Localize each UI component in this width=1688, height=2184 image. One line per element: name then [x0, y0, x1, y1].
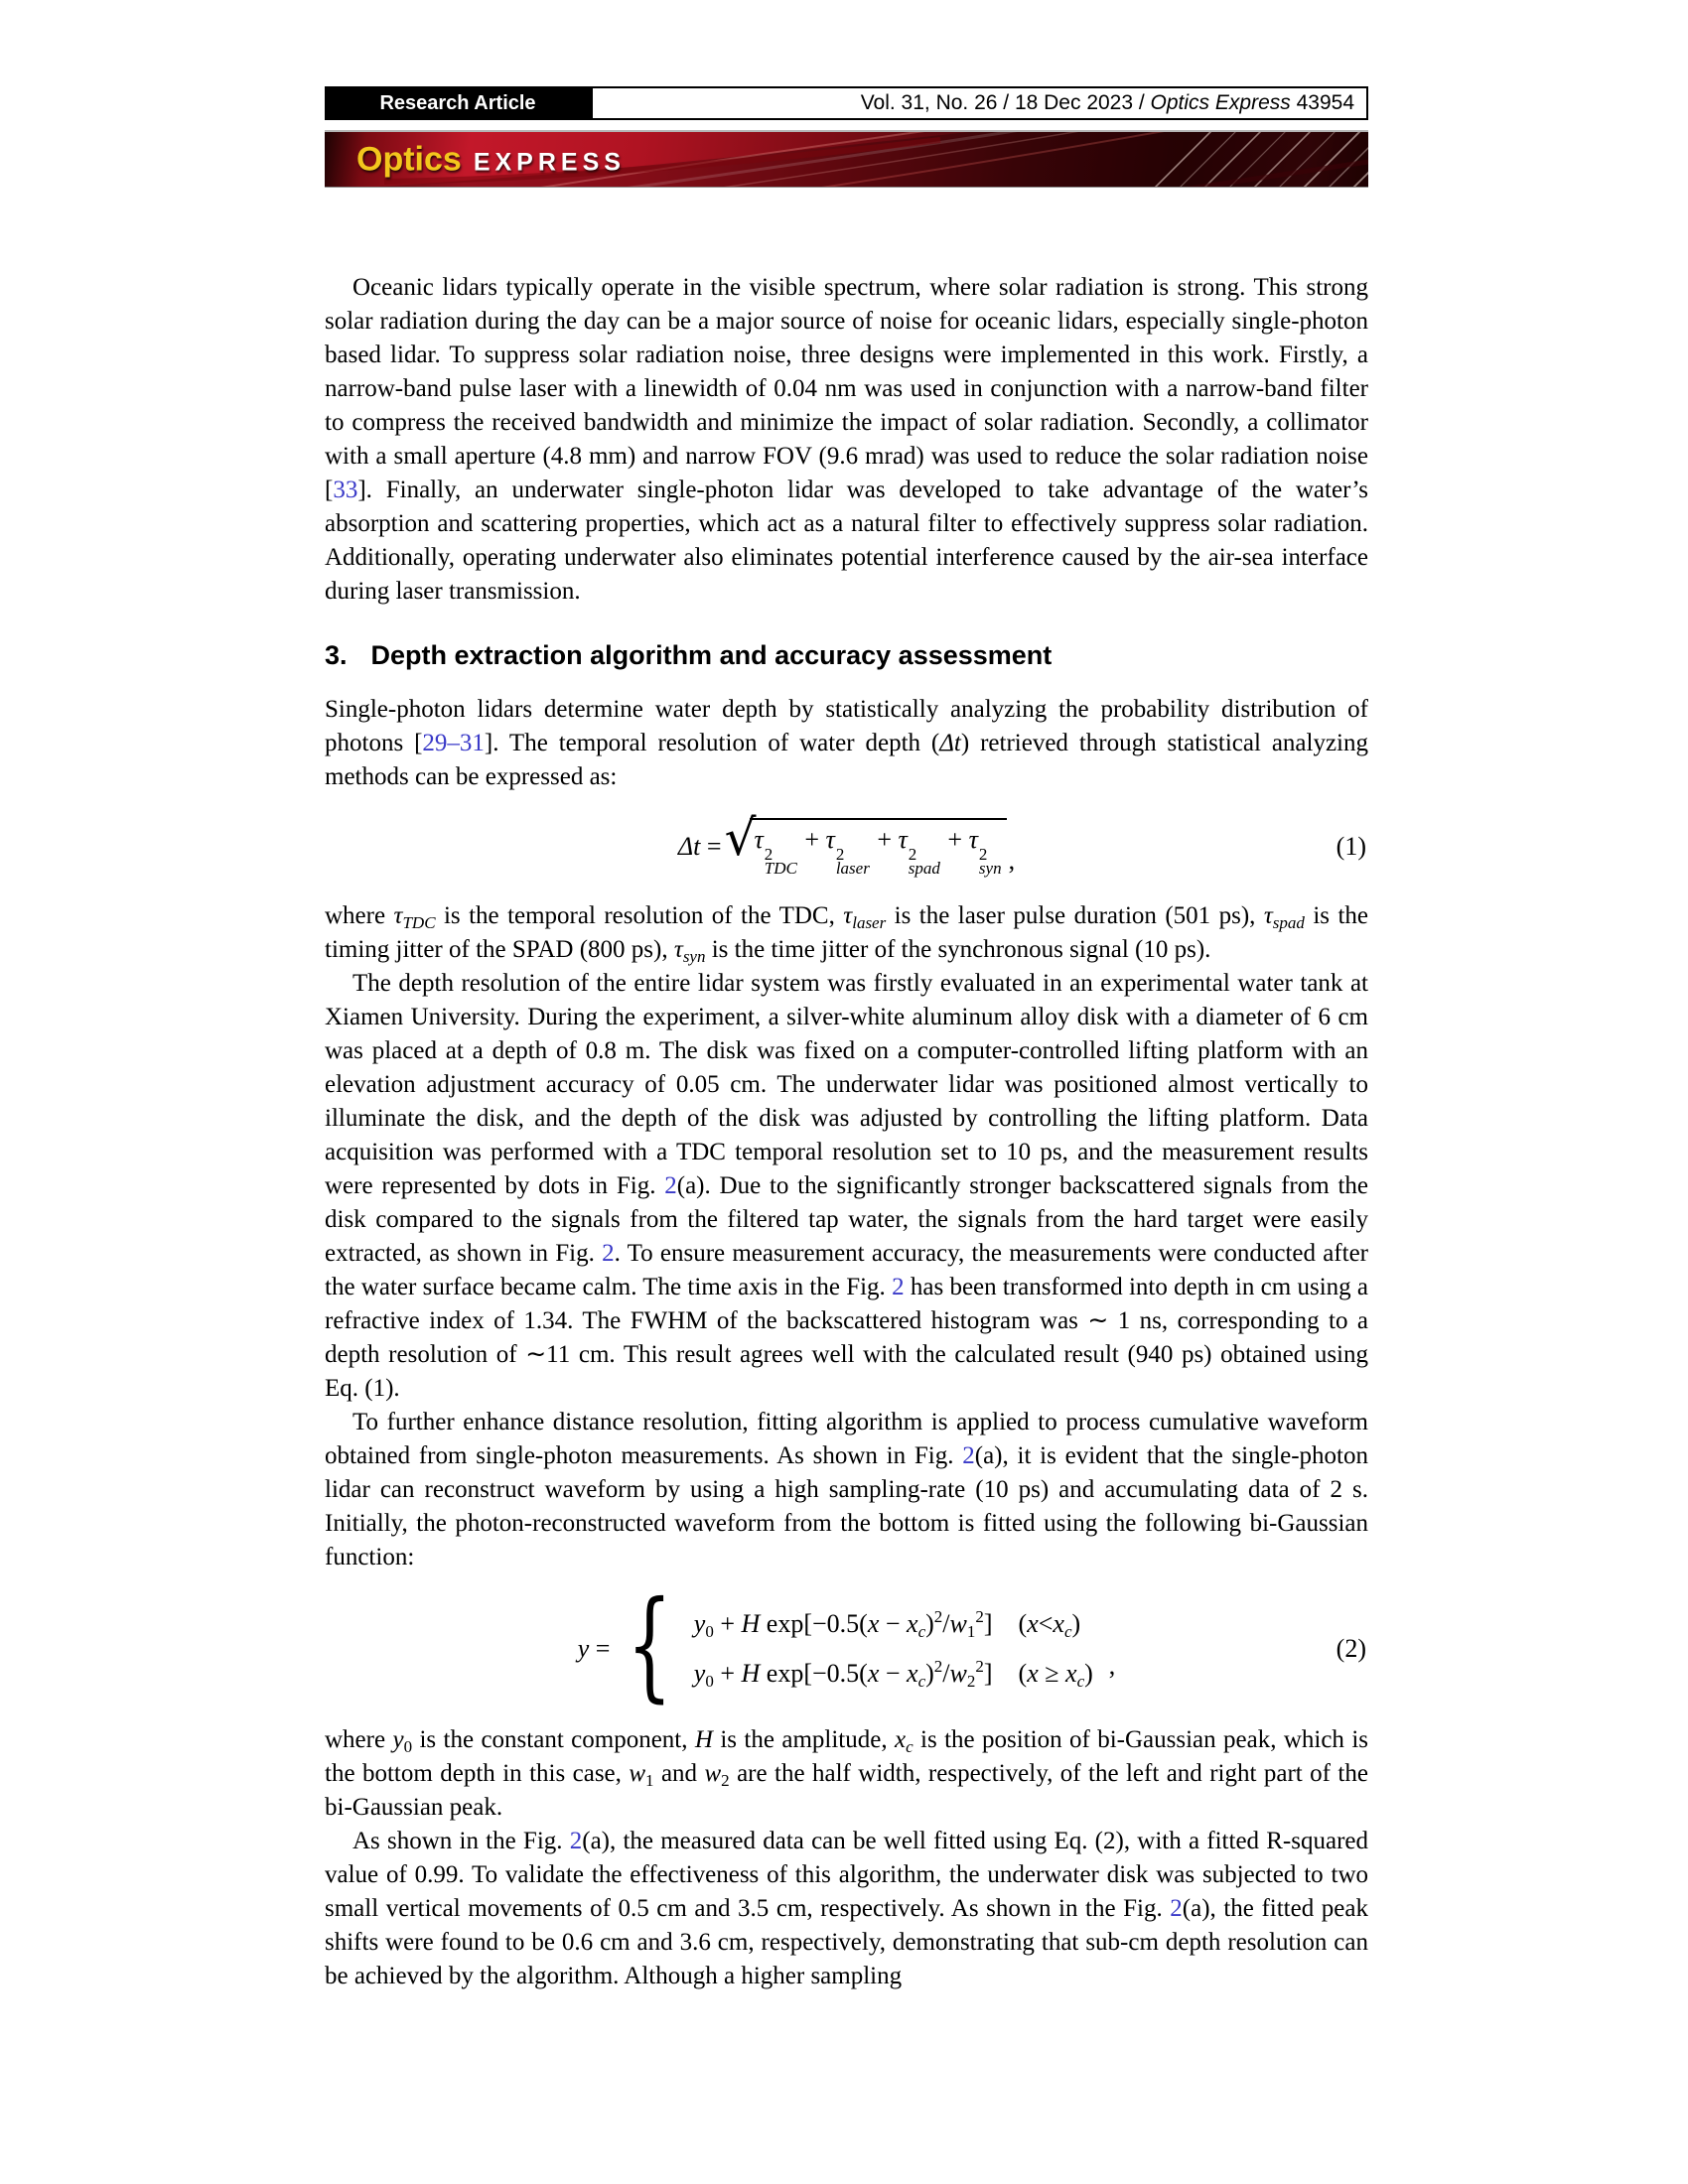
paragraph-validation: As shown in the Fig. 2(a), the measured data can be well fitted using Eq. (2), with a fitted R-squared value of 0.99. To validate the effectiveness of this algorithm, the underwater disk was subjected to two small vertical movements of 0.5 cm and 3.5 cm, respectively. As shown in the Fig. 2(a), the fitted peak shifts were found to be 0.6 cm and 3.6 cm, respectively, demonstrating that sub-cm depth resolution can be achieved by the algorithm. Although a higher sampling — [325, 1828, 1368, 1989]
sup-sub-stack: 2 laser — [835, 845, 870, 878]
reference-link[interactable]: 2 — [1170, 1895, 1183, 1922]
journal-banner — [325, 130, 1368, 188]
section-title: Depth extraction algorithm and accuracy assessment — [370, 640, 1053, 670]
page-header — [325, 86, 1368, 120]
section-number: 3. — [325, 640, 348, 670]
reference-link[interactable]: 2 — [892, 1274, 905, 1300]
radical-sign: √ — [724, 809, 757, 867]
page-content — [325, 0, 1368, 1993]
paragraph-where-tau: where $\tau_{TDC}$ is the temporal resolution of the TDC, $\tau_{laser}$ is the laser pulse duration (501 ps), $\tau_{spad}$ is the timing jitter of the SPAD (800 ps), $\tau_{syn}$ is the time jitter of the synchronous signal (10 ps). — [325, 902, 1368, 966]
citation-box — [591, 86, 1368, 120]
equation-1-number: (1) — [1336, 832, 1366, 861]
equation-2-case-upper: y0 + H $\exp[-0.5(x - xc)^2/w1^2]$ (x<xc) — [693, 1607, 1081, 1641]
equation-2-body — [577, 1576, 1116, 1714]
equation-2-case-lower: y0 + H $\exp[-0.5(x - xc)^2/w2^2]$ (x ≥ xc) — [693, 1657, 1093, 1691]
reference-link[interactable]: 2 — [569, 1828, 583, 1854]
equation-2-cases — [688, 1609, 1093, 1689]
reference-link[interactable]: 29–31 — [422, 730, 485, 756]
paragraph-tank-experiment: The depth resolution of the entire lidar system was firstly evaluated in an experimental water tank at Xiamen University. During the experiment, a silver-white aluminum alloy disk with a diameter of 6 cm was placed at a depth of 0.8 m. The disk was fixed on a computer-controlled lifting platform with an elevation adjustment accuracy of 0.05 cm. The underwater lidar was positioned almost vertically to illuminate the disk, and the depth of the disk was adjusted by controlling the lifting platform. Data acquisition was performed with a TDC temporal resolution set to 10 ps, and the measurement results were represented by dots in Fig. 2(a). Due to the significantly stronger backscattered signals from the disk compared to the signals from the filtered tap water, the signals from the hard target were easily extracted, as shown in Fig. 2. To ensure measurement accuracy, the measurements were conducted after the water surface became calm. The time axis in the Fig. 2 has been transformed into depth in cm using a refractive index of 1.34. The FWHM of the backscattered histogram was ∼ 1 ns, corresponding to a depth resolution of ∼11 cm. This result agrees well with the calculated result (940 ps) obtained using Eq. (1). — [325, 970, 1369, 1402]
equation-2 — [325, 1576, 1368, 1714]
equation-1-comma: , — [1008, 846, 1016, 875]
sup-sub-stack: 2 syn — [978, 845, 1002, 878]
paragraph-intro: Oceanic lidars typically operate in the visible spectrum, where solar radiation is strong. This strong solar radiation during the day can be a major source of noise for oceanic lidars, especially single-photon based lidar. To suppress solar radiation noise, three designs were implemented in this work. Firstly, a narrow-band pulse laser with a linewidth of 0.04 nm was used in conjunction with a narrow-band filter to compress the received bandwidth and minimize the impact of solar radiation. Secondly, a collimator with a small aperture (4.8 mm) and narrow FOV (9.6 mrad) was used to reduce the solar radiation noise [33]. Finally, an underwater single-photon lidar was developed to take advantage of the water’s absorption and scattering properties, which act as a natural filter to effectively suppress solar radiation. Additionally, operating underwater also eliminates potential interference caused by the air-sea interface during laser transmission. — [325, 274, 1368, 605]
equation-1-lhs: Δt = — [677, 832, 722, 861]
reference-link[interactable]: 2 — [664, 1172, 677, 1199]
square-root — [724, 809, 1007, 878]
sup-sub-stack: 2 TDC — [764, 845, 797, 878]
journal-logo-optics: Optics — [356, 140, 462, 178]
radicand: τ 2 TDC + τ 2 laser + τ 2 spad + τ 2 syn — [750, 818, 1006, 876]
journal-logo-express: EXPRESS — [473, 148, 626, 176]
equation-2-lhs: y = — [577, 1634, 611, 1663]
equation-1 — [325, 809, 1368, 878]
equation-1-body — [677, 809, 1016, 878]
journal-logo — [356, 140, 626, 179]
section-heading — [325, 640, 1368, 671]
article-type-badge — [325, 86, 591, 120]
citation-text: Vol. 31, No. 26 / 18 Dec 2023 / Optics Express 43954 — [860, 91, 1354, 114]
equation-2-number: (2) — [1336, 1634, 1366, 1663]
reference-link[interactable]: 2 — [602, 1240, 615, 1267]
article-type-label: Research Article — [379, 91, 536, 114]
paragraph-where-y0: where $y_0$ is the constant component, H is the amplitude, $x_c$ is the position of bi-Gaussian peak, which is the bottom depth in this case, $w_1$ and $w_2$ are the half width, respectively, of the left and right part of the bi-Gaussian peak. — [325, 1726, 1369, 1821]
reference-link[interactable]: 33 — [333, 477, 358, 503]
sup-sub-stack: 2 spad — [908, 845, 940, 878]
equation-2-comma: , — [1108, 1651, 1116, 1680]
paragraph-fitting-algorithm: To further enhance distance resolution, fitting algorithm is applied to process cumulative waveform obtained from single-photon measurements. As shown in Fig. 2(a), it is evident that the single-photon lidar can reconstruct waveform by using a high sampling-rate (10 ps) and accumulating data of 2 s. Initially, the photon-reconstructed waveform from the bottom is fitted using the following bi-Gaussian function: — [325, 1409, 1369, 1570]
reference-link[interactable]: 2 — [962, 1442, 975, 1469]
paragraph-temporal-resolution: Single-photon lidars determine water depth by statistically analyzing the probability distribution of photons [29–31]. The temporal resolution of water depth (Δt) retrieved through statistical analyzing methods can be expressed as: — [325, 696, 1369, 790]
left-brace: { — [627, 1576, 673, 1714]
